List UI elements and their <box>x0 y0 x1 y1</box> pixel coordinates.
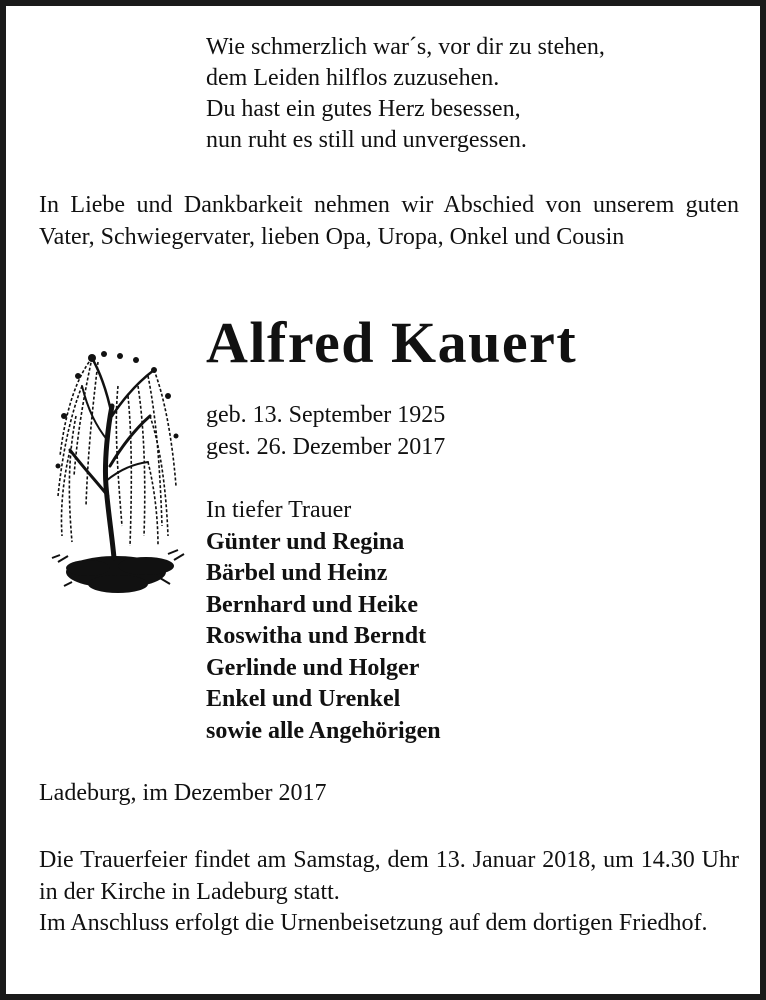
poem <box>206 32 605 156</box>
burial-paragraph: Im Anschluss erfolgt die Urnenbeisetzung auf dem dortigen Friedhof. <box>39 910 708 936</box>
place-date: Ladeburg, im Dezember 2017 <box>39 780 327 806</box>
mourners-block <box>206 495 441 747</box>
mourner-name: Roswitha und Berndt <box>206 623 427 649</box>
mourner-name: Günter und Regina <box>206 528 405 555</box>
mourner-name: Enkel und Urenkel <box>206 686 401 712</box>
mourner-name: Gerlinde und Holger <box>206 654 420 681</box>
intro-text: In Liebe und Dankbarkeit nehmen wir Abschied von unserem guten Vater, Schwiegervater, lieben Opa, Uropa, Onkel und Cousin <box>39 192 739 250</box>
weeping-willow-icon <box>48 346 188 598</box>
poem-line: Du hast ein gutes Herz besessen, <box>206 96 521 122</box>
service-info <box>39 845 739 940</box>
poem-line: dem Leiden hilflos zuzusehen. <box>206 65 500 91</box>
mourner-name: sowie alle Angehörigen <box>206 717 441 744</box>
service-paragraph: Die Trauerfeier findet am Samstag, dem 13. Januar 2018, um 14.30 Uhr in der Kirche in Ladeburg statt. <box>39 847 739 905</box>
mourner-name: Bernhard und Heike <box>206 591 419 618</box>
poem-line: Wie schmerzlich war´s, vor dir zu stehen, <box>206 34 605 60</box>
poem-line: nun ruht es still und unvergessen. <box>206 127 527 153</box>
deceased-name: Alfred Kauert <box>206 310 578 375</box>
death-date: gest. 26. Dezember 2017 <box>206 433 446 460</box>
life-dates <box>206 400 445 463</box>
mourner-list <box>206 527 441 748</box>
mourning-heading: In tiefer Trauer <box>206 497 352 523</box>
birth-date: geb. 13. September 1925 <box>206 402 446 428</box>
mourner-name: Bärbel und Heinz <box>206 560 388 586</box>
